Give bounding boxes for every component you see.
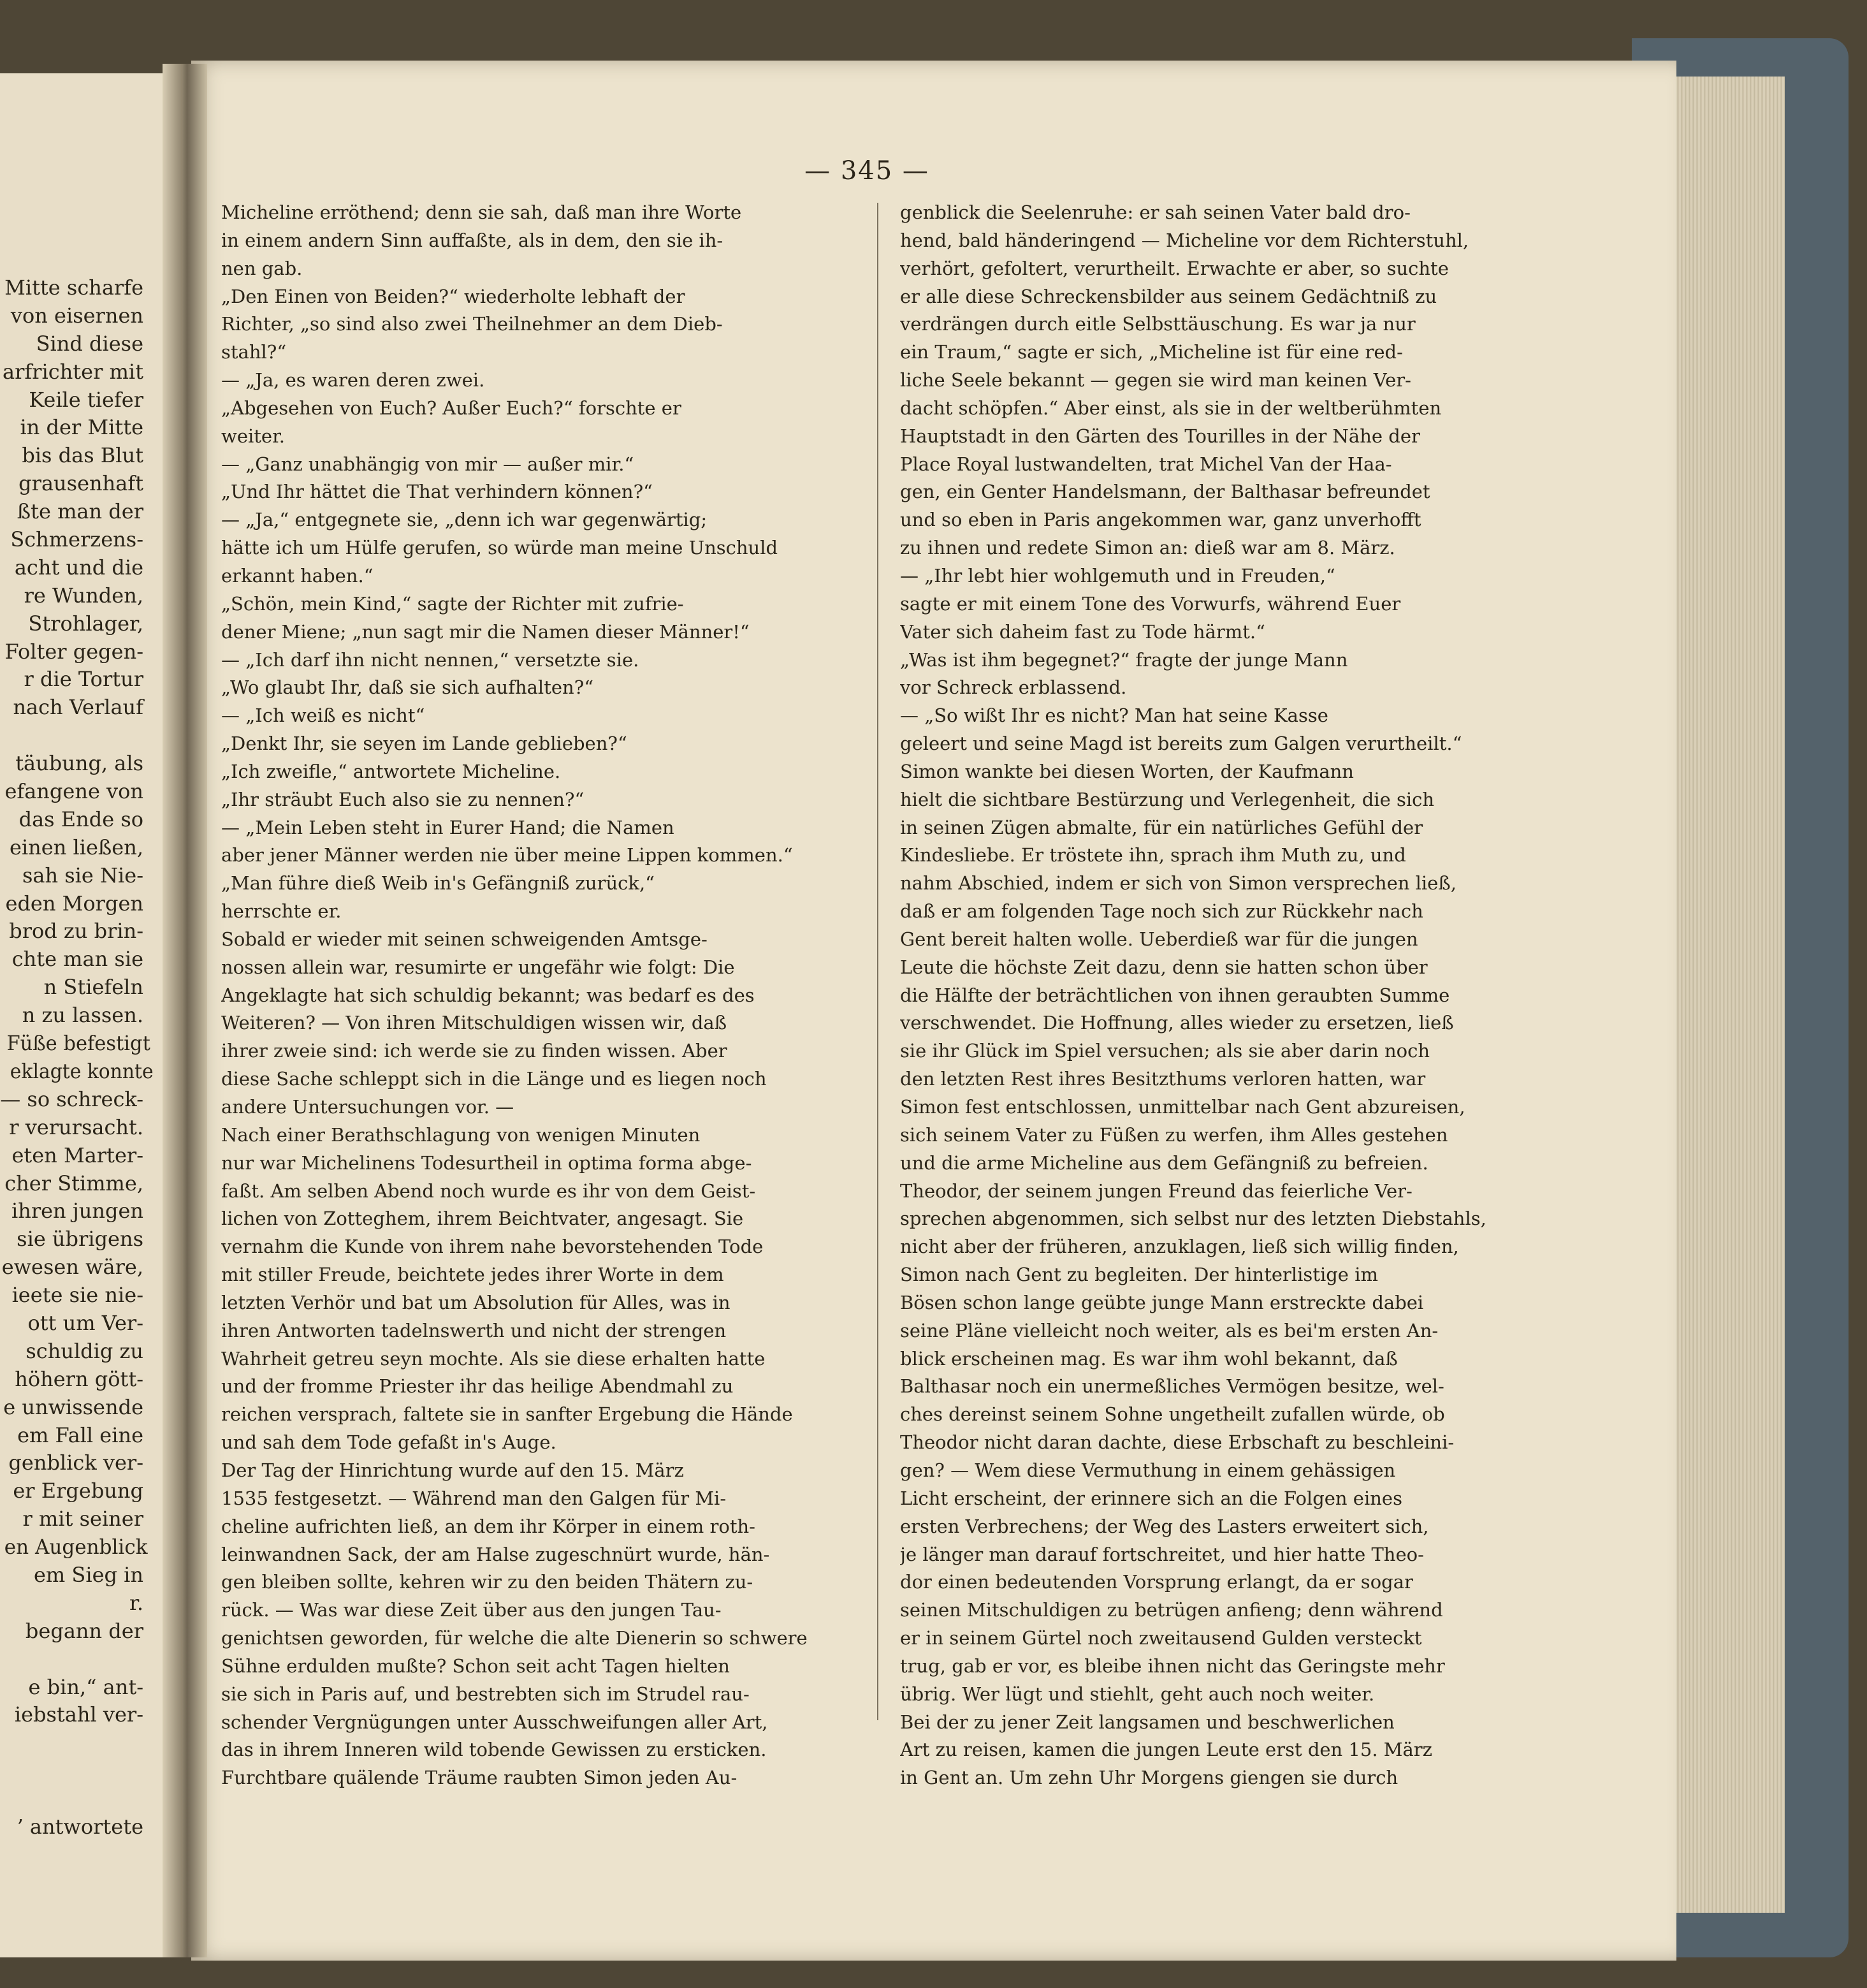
text-line: ’ antwortete <box>17 1814 143 1839</box>
text-line: „Denkt Ihr, sie seyen im Lande geblieben?“ <box>221 733 627 755</box>
text-line: höhern gött- <box>15 1366 143 1391</box>
text-line: eten Marter- <box>11 1143 143 1167</box>
text-line: — „Ganz unabhängig von mir — außer mir.“ <box>221 453 634 475</box>
text-line: eden Morgen <box>5 891 143 916</box>
text-line: rück. — Was war diese Zeit über aus den jungen Tau- <box>221 1599 722 1621</box>
text-line: das Ende so <box>18 807 143 831</box>
text-line: ieete sie nie- <box>11 1283 143 1308</box>
text-line: sprechen abgenommen, sich selbst nur des letzten Diebstahls, <box>900 1208 1486 1230</box>
text-line: sie sich in Paris auf, und bestrebten sich im Strudel rau- <box>221 1683 750 1705</box>
text-line: dacht schöpfen.“ Aber einst, als sie in der weltberühmten <box>900 397 1442 419</box>
text-line: Theodor nicht daran dachte, diese Erbschaft zu beschleini- <box>900 1431 1455 1454</box>
text-line: verschwendet. Die Hoffnung, alles wieder zu ersetzen, ließ <box>900 1012 1454 1034</box>
facing-page-text <box>0 274 154 1841</box>
text-line: genblick die Seelenruhe: er sah seinen Vater bald dro- <box>900 201 1411 223</box>
text-line: Strohlager, <box>28 611 143 636</box>
text-line: Angeklagte hat sich schuldig bekannt; was bedarf es des <box>221 984 755 1006</box>
text-line: ihren Antworten tadelnswerth und nicht der strengen <box>221 1319 727 1341</box>
text-line: sich seinem Vater zu Füßen zu werfen, ihm Alles gestehen <box>900 1123 1448 1146</box>
text-line: Kindesliebe. Er tröstete ihn, sprach ihm Muth zu, und <box>900 844 1406 866</box>
text-line: nossen allein war, resumirte er ungefähr wie folgt: Die <box>221 956 735 978</box>
text-line: begann der <box>25 1618 143 1643</box>
text-line: bis das Blut <box>22 443 143 468</box>
text-line: „Ihr sträubt Euch also sie zu nennen?“ <box>221 788 585 810</box>
text-line: Bei der zu jener Zeit langsamen und beschwerlichen <box>900 1711 1395 1733</box>
text-line: letzten Verhör und bat um Absolution für Alles, was in <box>221 1291 730 1313</box>
text-line: Art zu reisen, kamen die jungen Leute erst den 15. März <box>900 1739 1432 1761</box>
text-line: weiter. <box>221 425 285 447</box>
text-line: Simon nach Gent zu begleiten. Der hinterlistige im <box>900 1264 1378 1286</box>
text-line: Balthasar noch ein unermeßliches Vermögen besitze, wel- <box>900 1375 1444 1398</box>
text-line: re Wunden, <box>24 583 143 608</box>
text-line: r die Tortur <box>24 667 143 692</box>
facing-page-fragment <box>0 73 178 1957</box>
text-line: ersten Verbrechens; der Weg des Lasters erweitert sich, <box>900 1515 1429 1537</box>
text-line: seinen Mitschuldigen zu betrügen anfieng; denn während <box>900 1599 1443 1621</box>
text-line: er Ergebung <box>13 1479 143 1503</box>
text-line: je länger man darauf fortschreitet, und hier hatte Theo- <box>900 1543 1424 1565</box>
text-line: reichen versprach, faltete sie in sanfter Ergebung die Hände <box>221 1403 793 1426</box>
text-line: mit stiller Freude, beichtete jedes ihrer Worte in dem <box>221 1264 724 1286</box>
text-line: blick erscheinen mag. Es war ihm wohl bekannt, daß <box>900 1347 1398 1370</box>
text-line: vernahm die Kunde von ihrem nahe bevorstehenden Tode <box>221 1236 764 1258</box>
text-line: — „Ja,“ entgegnete sie, „denn ich war gegenwärtig; <box>221 509 708 531</box>
text-line: und die arme Micheline aus dem Gefängniß zu befreien. <box>900 1151 1428 1174</box>
text-line: em Fall eine <box>17 1422 143 1447</box>
text-line: ihrer zweie sind: ich werde sie zu finden wissen. Aber <box>221 1040 727 1062</box>
text-line: nach Verlauf <box>13 695 143 720</box>
text-line: brod zu brin- <box>9 919 143 944</box>
text-line: trug, gab er vor, es bleibe ihnen nicht das Geringste mehr <box>900 1655 1445 1677</box>
text-line: geleert und seine Magd ist bereits zum Galgen verurtheilt.“ <box>900 733 1462 755</box>
text-line: Bösen schon lange geübte junge Mann erstreckte dabei <box>900 1291 1424 1313</box>
text-line: dener Miene; „nun sagt mir die Namen dieser Männer!“ <box>221 620 750 643</box>
text-column-right <box>900 199 1544 1792</box>
text-line: hielt die sichtbare Bestürzung und Verlegenheit, die sich <box>900 788 1435 810</box>
text-line: Hauptstadt in den Gärten des Tourilles in der Nähe der <box>900 425 1420 447</box>
text-line <box>0 1785 143 1813</box>
text-line: Der Tag der Hinrichtung wurde auf den 15. März <box>221 1459 684 1481</box>
text-line: nur war Michelinens Todesurtheil in optima forma abge- <box>221 1151 752 1174</box>
text-line: — so schreck- <box>0 1086 143 1111</box>
text-line: „Was ist ihm begegnet?“ fragte der junge Mann <box>900 648 1348 671</box>
text-line: „Ich zweifle,“ antwortete Micheline. <box>221 760 561 782</box>
text-line: und sah dem Tode gefaßt in's Auge. <box>221 1431 556 1454</box>
text-line: Weiteren? — Von ihren Mitschuldigen wissen wir, daß <box>221 1012 727 1034</box>
text-line: — „Mein Leben steht in Eurer Hand; die Namen <box>221 816 674 838</box>
text-line: „Den Einen von Beiden?“ wiederholte lebhaft der <box>221 285 685 307</box>
text-line: — „Ja, es waren deren zwei. <box>221 369 485 391</box>
text-line: Füße befestigt <box>6 1031 150 1056</box>
text-line: Licht erscheint, der erinnere sich an die Folgen eines <box>900 1487 1402 1509</box>
text-line: nen gab. <box>221 257 303 279</box>
text-column-left <box>221 199 862 1792</box>
text-line: Sobald er wieder mit seinen schweigenden Amtsge- <box>221 928 708 950</box>
text-line: n zu lassen. <box>22 1003 143 1028</box>
text-line: das in ihrem Inneren wild tobende Gewissen zu ersticken. <box>221 1739 767 1761</box>
text-line: nahm Abschied, indem er sich von Simon versprechen ließ, <box>900 872 1457 895</box>
text-line: hend, bald händeringend — Micheline vor dem Richterstuhl, <box>900 229 1469 251</box>
text-line: faßt. Am selben Abend noch wurde es ihr von dem Geist- <box>221 1180 756 1202</box>
text-line: „Und Ihr hättet die That verhindern können?“ <box>221 481 653 503</box>
text-line: zu ihnen und redete Simon an: dieß war am 8. März. <box>900 537 1395 559</box>
text-line: Furchtbare quälende Träume raubten Simon jeden Au- <box>221 1767 737 1789</box>
text-line: r mit seiner <box>22 1507 143 1531</box>
text-line: und so eben in Paris angekommen war, ganz unverhofft <box>900 509 1421 531</box>
text-line: — „Ich darf ihn nicht nennen,“ versetzte sie. <box>221 648 639 671</box>
text-line: einen ließen, <box>10 835 143 859</box>
text-line: grausenhaft <box>18 471 143 496</box>
text-line: „Abgesehen von Euch? Außer Euch?“ forschte er <box>221 397 681 419</box>
text-line: Place Royal lustwandelten, trat Michel Van der Haa- <box>900 453 1392 475</box>
text-line: r verursacht. <box>9 1115 143 1139</box>
text-line: liche Seele bekannt — gegen sie wird man keinen Ver- <box>900 369 1411 391</box>
text-line: nicht aber der früheren, anzuklagen, ließ sich willig finden, <box>900 1236 1459 1258</box>
text-line: in der Mitte <box>20 415 143 440</box>
text-line: seine Pläne vielleicht noch weiter, als es bei'm ersten An- <box>900 1319 1439 1341</box>
text-line: und der fromme Priester ihr das heilige Abendmahl zu <box>221 1375 734 1398</box>
text-line: Mitte scharfe <box>4 275 143 300</box>
text-line: verdrängen durch eitle Selbsttäuschung. Es war ja nur <box>900 313 1416 335</box>
text-line: arfrichter mit <box>3 359 143 384</box>
text-line: Folter gegen- <box>4 639 143 664</box>
text-line: Schmerzens- <box>10 527 143 552</box>
text-line: Theodor, der seinem jungen Freund das feierliche Ver- <box>900 1180 1413 1202</box>
text-line: Simon fest entschlossen, unmittelbar nach Gent abzureisen, <box>900 1096 1465 1118</box>
text-line: daß er am folgenden Tage noch sich zur Rückkehr nach <box>900 900 1423 923</box>
text-line: Richter, „so sind also zwei Theilnehmer an dem Dieb- <box>221 313 723 335</box>
text-line: Micheline erröthend; denn sie sah, daß man ihre Worte <box>221 201 742 223</box>
text-line: verhört, gefoltert, verurtheilt. Erwachte er aber, so suchte <box>900 257 1449 279</box>
text-line: iebstahl ver- <box>14 1702 143 1727</box>
text-line: „Schön, mein Kind,“ sagte der Richter mit zufrie- <box>221 592 684 615</box>
text-line: ßte man der <box>17 499 143 524</box>
text-line: gen? — Wem diese Vermuthung in einem gehässigen <box>900 1459 1396 1481</box>
text-line: cher Stimme, <box>4 1171 143 1195</box>
text-line: — „So wißt Ihr es nicht? Man hat seine Kasse <box>900 705 1328 727</box>
text-line: 1535 festgesetzt. — Während man den Galgen für Mi- <box>221 1487 727 1509</box>
text-line: sie übrigens <box>17 1227 143 1252</box>
text-line: Keile tiefer <box>29 387 143 412</box>
text-line: Sind diese <box>36 331 143 356</box>
text-line: die Hälfte der beträchtlichen von ihnen geraubten Summe <box>900 984 1450 1006</box>
text-line: lichen von Zotteghem, ihrem Beichtvater, angesagt. Sie <box>221 1208 744 1230</box>
text-line <box>0 722 143 750</box>
text-line: en Augenblick <box>4 1535 148 1560</box>
text-line: herrschte er. <box>221 900 342 923</box>
text-line: erkannt haben.“ <box>221 564 374 587</box>
text-line: ott um Ver- <box>27 1310 143 1335</box>
text-line: aber jener Männer werden nie über meine Lippen kommen.“ <box>221 844 793 866</box>
text-line: er in seinem Gürtel noch zweitausend Gulden versteckt <box>900 1627 1422 1649</box>
text-line: dor einen bedeutenden Vorsprung erlangt, da er sogar <box>900 1571 1413 1593</box>
text-line: gen bleiben sollte, kehren wir zu den beiden Thätern zu- <box>221 1571 753 1593</box>
text-line: „Wo glaubt Ihr, daß sie sich aufhalten?“ <box>221 676 594 699</box>
text-line: er alle diese Schreckensbilder aus seinem Gedächtniß zu <box>900 285 1437 307</box>
text-line: den letzten Rest ihres Besitzthums verloren hatten, war <box>900 1068 1426 1090</box>
text-line: von eisernen <box>10 303 143 328</box>
text-line: chte man sie <box>11 947 143 972</box>
text-line: in seinen Zügen abmalte, für ein natürliches Gefühl der <box>900 816 1423 838</box>
text-line <box>0 1757 143 1785</box>
text-line <box>0 1646 143 1674</box>
text-line: vor Schreck erblassend. <box>900 676 1127 699</box>
text-line: schender Vergnügungen unter Ausschweifungen aller Art, <box>221 1711 768 1733</box>
text-line: — „Ihr lebt hier wohlgemuth und in Freuden,“ <box>900 564 1335 587</box>
text-line: genichtsen geworden, für welche die alte Dienerin so schwere <box>221 1627 808 1649</box>
text-line: sie ihr Glück im Spiel versuchen; als sie aber darin noch <box>900 1040 1430 1062</box>
text-line: n Stiefeln <box>43 975 143 1000</box>
text-line: Gent bereit halten wolle. Ueberdieß war für die jungen <box>900 928 1418 950</box>
text-line: Simon wankte bei diesen Worten, der Kaufmann <box>900 760 1354 782</box>
text-line: ein Traum,“ sagte er sich, „Micheline ist für eine red- <box>900 341 1403 363</box>
text-line: e bin,“ ant- <box>28 1674 143 1699</box>
text-line: hätte ich um Hülfe gerufen, so würde man meine Unschuld <box>221 537 778 559</box>
text-line: täubung, als <box>15 751 143 776</box>
column-divider <box>877 203 878 1720</box>
text-line: andere Untersuchungen vor. — <box>221 1096 514 1118</box>
text-line: genblick ver- <box>8 1451 143 1475</box>
text-line: sagte er mit einem Tone des Vorwurfs, während Euer <box>900 592 1401 615</box>
text-line: r. <box>129 1590 143 1615</box>
text-line: „Man führe dieß Weib in's Gefängniß zurück,“ <box>221 872 655 895</box>
text-line: e unwissende <box>3 1394 143 1419</box>
text-line: ches dereinst seinem Sohne ungetheilt zufallen würde, ob <box>900 1403 1445 1426</box>
text-line: Sühne erdulden mußte? Schon seit acht Tagen hielten <box>221 1655 730 1677</box>
text-line: eklagte konnte <box>10 1058 154 1083</box>
text-line: gen, ein Genter Handelsmann, der Balthasar befreundet <box>900 481 1430 503</box>
text-line: diese Sache schleppt sich in die Länge und es liegen noch <box>221 1068 767 1090</box>
text-line: cheline aufrichten ließ, an dem ihr Körper in einem roth- <box>221 1515 755 1537</box>
text-line <box>0 1729 143 1757</box>
book-gutter <box>163 64 207 1957</box>
text-line: em Sieg in <box>33 1562 143 1587</box>
page-number: — 345 — <box>804 156 929 186</box>
text-line: schuldig zu <box>25 1338 143 1363</box>
text-line: efangene von <box>4 779 143 804</box>
text-line: sah sie Nie- <box>22 863 143 888</box>
text-line: — „Ich weiß es nicht“ <box>221 705 425 727</box>
text-line: acht und die <box>14 555 143 580</box>
text-line: Leute die höchste Zeit dazu, denn sie hatten schon über <box>900 956 1428 978</box>
text-line: ihren jungen <box>11 1199 143 1224</box>
text-line: Vater sich daheim fast zu Tode härmt.“ <box>900 620 1265 643</box>
text-line: leinwandnen Sack, der am Halse zugeschnürt wurde, hän- <box>221 1543 770 1565</box>
text-line: Nach einer Berathschlagung von wenigen Minuten <box>221 1123 701 1146</box>
text-line: Wahrheit getreu seyn mochte. Als sie diese erhalten hatte <box>221 1347 766 1370</box>
text-line: übrig. Wer lügt und stiehlt, geht auch noch weiter. <box>900 1683 1375 1705</box>
text-line: in einem andern Sinn auffaßte, als in dem, den sie ih- <box>221 229 723 251</box>
text-line: in Gent an. Um zehn Uhr Morgens giengen sie durch <box>900 1767 1398 1789</box>
text-line: ewesen wäre, <box>1 1255 143 1280</box>
text-line: stahl?“ <box>221 341 287 363</box>
